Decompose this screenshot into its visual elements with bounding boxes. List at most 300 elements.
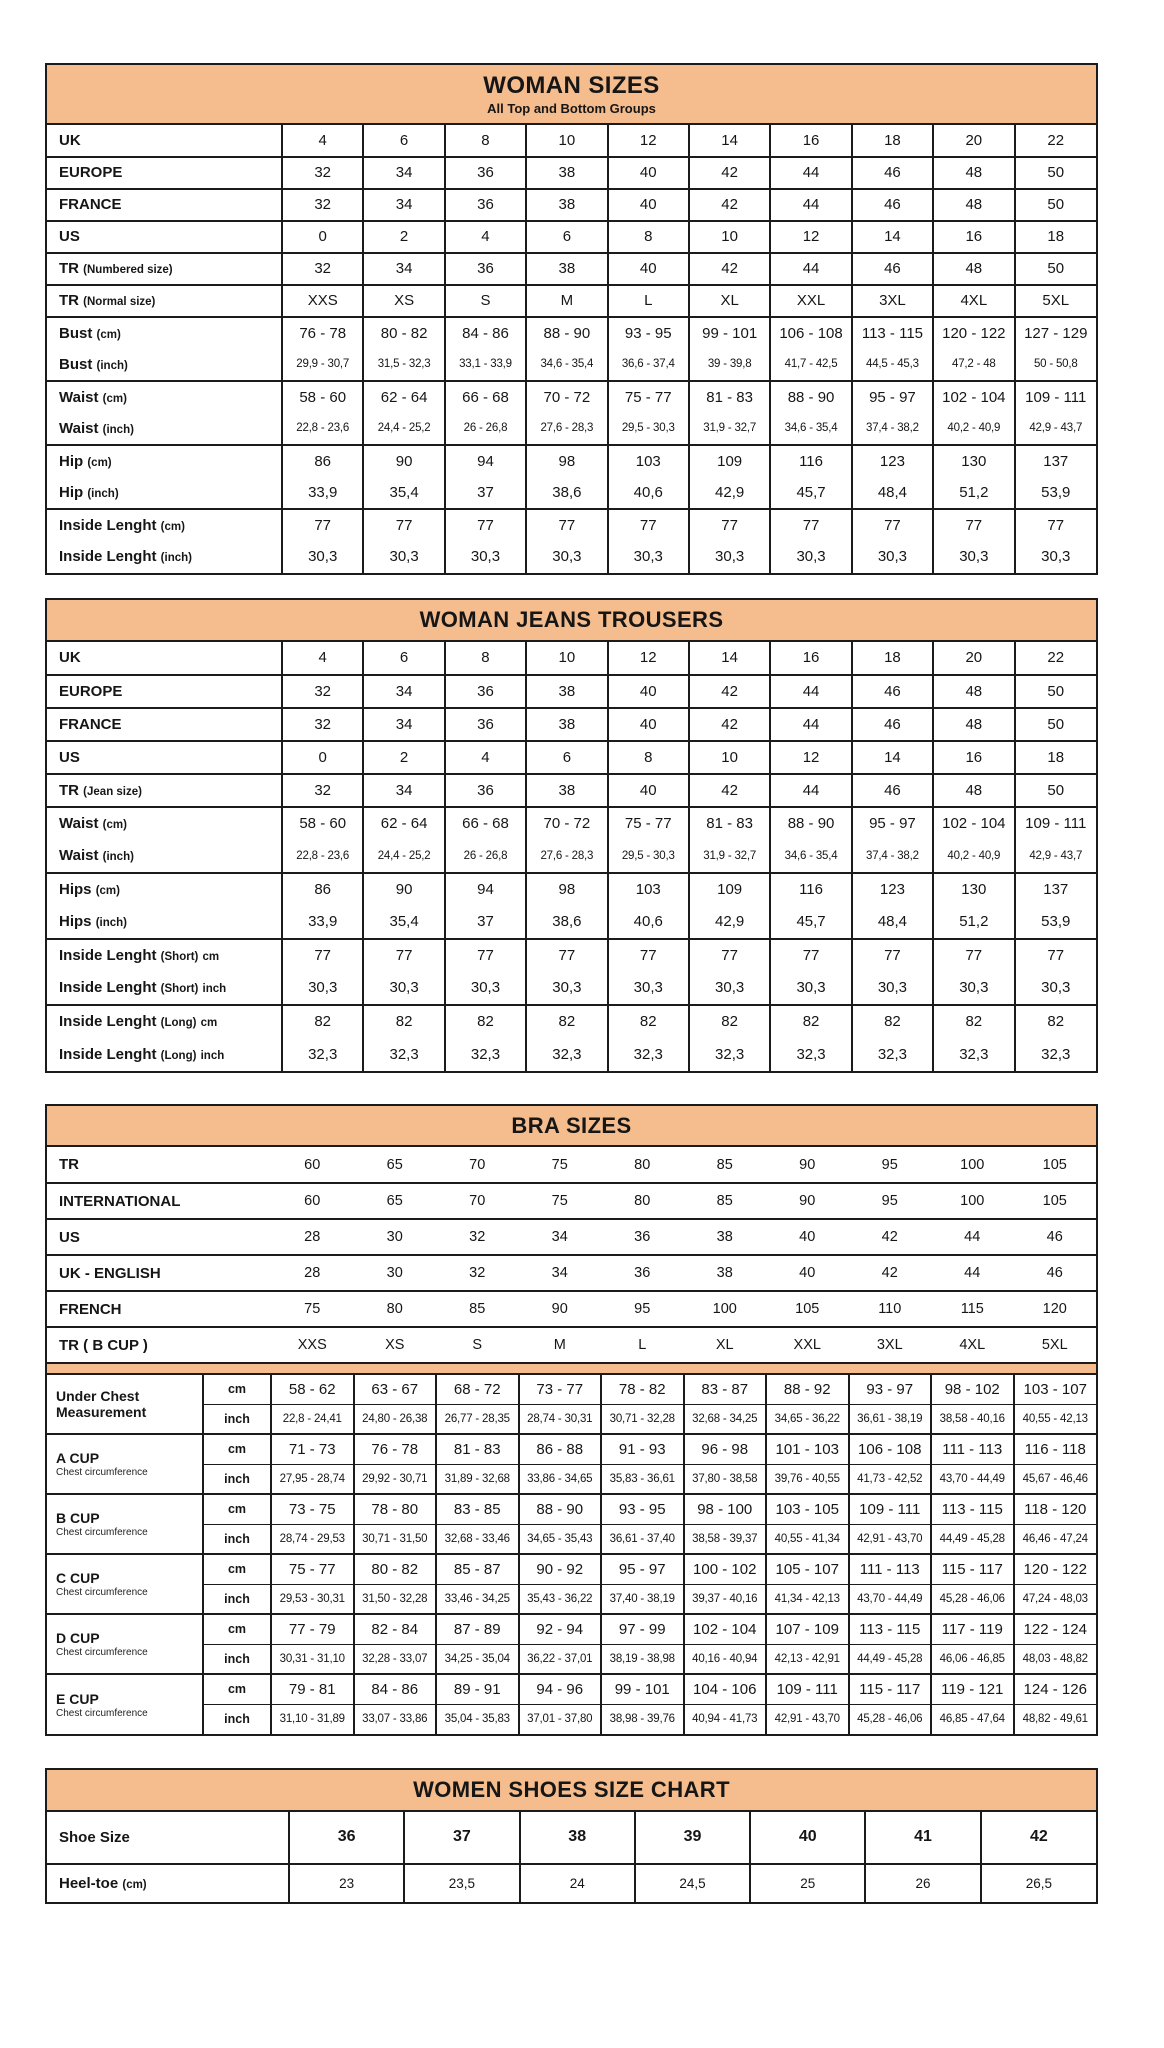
row-label-note: (inch) [160, 552, 192, 565]
cell-value: 122 - 124 [1014, 1614, 1097, 1644]
cell-value: 30,3 [1015, 972, 1096, 1005]
cell-value: 77 [445, 509, 526, 541]
cell-value: 44 [770, 774, 851, 807]
cell-value: 41,34 - 42,13 [766, 1584, 849, 1614]
cell-value: 26,5 [981, 1864, 1096, 1902]
cell-value: 44,5 - 45,3 [852, 349, 933, 381]
row-label [47, 445, 282, 477]
cell-value: 32,28 - 33,07 [354, 1644, 437, 1674]
cell-value: S [445, 285, 526, 317]
cell-value: 88 - 90 [770, 381, 851, 413]
table-row [47, 381, 1096, 413]
cell-value: 31,9 - 32,7 [689, 840, 770, 873]
cell-value: 46 [852, 253, 933, 285]
cell-value: 73 - 77 [519, 1374, 602, 1404]
cell-value: 63 - 67 [354, 1374, 437, 1404]
cell-value: 80 [634, 1193, 651, 1210]
cell-value: 44 [964, 1265, 981, 1282]
cell-value: 33,1 - 33,9 [445, 349, 526, 381]
row-label-text: Hip [59, 483, 84, 501]
row-label [47, 1434, 203, 1494]
cell-value: 30 [386, 1229, 403, 1246]
row-label-text: B CUP [56, 1510, 100, 1527]
cell-value: 30,3 [608, 541, 689, 573]
row-label-text: Waist [59, 419, 99, 437]
row-label-sub: Chest circumference [56, 1707, 148, 1719]
cell-value: 37,40 - 38,19 [601, 1584, 684, 1614]
cell-value: 42,9 - 43,7 [1015, 413, 1096, 445]
cell-value: 24,5 [635, 1864, 750, 1902]
cell-value: 48 [933, 157, 1014, 189]
cell-value: 8 [608, 741, 689, 774]
cell-value: 48,82 - 49,61 [1014, 1704, 1097, 1734]
cell-value: 24,4 - 25,2 [363, 840, 444, 873]
cell-value: 42,9 - 43,7 [1015, 840, 1096, 873]
cell-value: 22 [1015, 642, 1096, 675]
row-group [47, 1812, 1096, 1864]
cell-value: 99 - 101 [689, 317, 770, 349]
row-label-text: Waist [59, 815, 99, 832]
cell-value: 46 [852, 189, 933, 221]
cell-value: 44 [770, 708, 851, 741]
cell-value: 109 - 111 [1015, 807, 1096, 840]
cell-value: 36 [445, 157, 526, 189]
cell-value: XXS [297, 1337, 327, 1354]
row-label-suffix: cm [200, 1017, 218, 1029]
cell-value: 47,24 - 48,03 [1014, 1584, 1097, 1614]
table-row [47, 1038, 1096, 1071]
cell-value: 46 [852, 157, 933, 189]
cell-value: 46 [1046, 1265, 1063, 1282]
cell-value: 77 [933, 939, 1014, 972]
row-label-text: Inside Lenght [59, 548, 157, 566]
row-label-text: UK [59, 131, 81, 149]
cell-value: 77 - 79 [271, 1614, 354, 1644]
row-label-note: (Jean size) [83, 785, 142, 798]
row-label-text: Inside Lenght [59, 516, 157, 534]
row-group [47, 939, 1096, 1005]
row-group [47, 807, 1096, 873]
table-row [47, 1327, 1096, 1363]
cell-value: 8 [608, 221, 689, 253]
row-label-text: FRENCH [59, 1300, 122, 1318]
cell-value: 42,9 [689, 477, 770, 509]
row-group [47, 1147, 1096, 1183]
cell-value: 30,3 [282, 972, 363, 1005]
cell-value: 28,74 - 30,31 [519, 1404, 602, 1434]
cell-value: 47,2 - 48 [933, 349, 1014, 381]
cell-value: 78 - 82 [601, 1374, 684, 1404]
cell-value: 30,3 [608, 972, 689, 1005]
table-row [47, 125, 1096, 157]
cell-value: 16 [770, 125, 851, 157]
cell-value: 40,94 - 41,73 [684, 1704, 767, 1734]
cell-value: 82 [852, 1005, 933, 1038]
cell-value: 4 [445, 741, 526, 774]
cell-value: 45,28 - 46,06 [931, 1584, 1014, 1614]
cell-value: 48 [933, 675, 1014, 708]
row-label [47, 1038, 282, 1071]
cell-value: 34 [363, 253, 444, 285]
row-label-note: (Long) [160, 1017, 197, 1029]
jeans-trousers-grid [47, 642, 1096, 1071]
cell-value: 98 [526, 873, 607, 906]
cell-value: 123 [852, 873, 933, 906]
cell-value: 40,6 [608, 477, 689, 509]
cell-value: L [608, 285, 689, 317]
cell-value: 42,91 - 43,70 [849, 1524, 932, 1554]
cell-value: 31,50 - 32,28 [354, 1584, 437, 1614]
cell-value: 46 [852, 774, 933, 807]
cell-value: 73 - 75 [271, 1494, 354, 1524]
cell-value: 85 [716, 1156, 733, 1173]
table-title: BRA SIZES [511, 1112, 632, 1138]
cell-value: 82 [282, 1005, 363, 1038]
cell-value: 83 - 85 [436, 1494, 519, 1524]
cell-value: 103 - 105 [766, 1494, 849, 1524]
cell-value: 35,4 [363, 906, 444, 939]
cell-value: 102 - 104 [933, 381, 1014, 413]
cell-value: 81 - 83 [689, 381, 770, 413]
cell-value: 32 [282, 157, 363, 189]
cell-value: 53,9 [1015, 906, 1096, 939]
cell-value: 3XL [876, 1337, 903, 1354]
cell-value: 30,3 [770, 972, 851, 1005]
cell-value: 38 [526, 708, 607, 741]
cell-value: 84 - 86 [445, 317, 526, 349]
row-label-note: (inch) [102, 423, 134, 436]
cell-value: 40,55 - 41,34 [766, 1524, 849, 1554]
cell-value: 36 [634, 1229, 651, 1246]
cell-value: 79 - 81 [271, 1674, 354, 1704]
cell-value: 98 - 102 [931, 1374, 1014, 1404]
size-chart-sheet [45, 0, 1098, 1968]
cell-value: 38 [526, 253, 607, 285]
cell-value: 95 - 97 [852, 807, 933, 840]
cell-value: 105 [1042, 1193, 1067, 1210]
cell-value: 45,7 [770, 906, 851, 939]
cell-value: 37 [404, 1812, 519, 1864]
row-group [47, 774, 1096, 807]
row-label-text: US [59, 1228, 80, 1246]
row-group [47, 189, 1096, 221]
row-label [47, 708, 282, 741]
cell-value: 44,49 - 45,28 [931, 1524, 1014, 1554]
cell-value: 35,83 - 36,61 [601, 1464, 684, 1494]
cell-value: 101 - 103 [766, 1434, 849, 1464]
row-label [47, 1494, 203, 1554]
row-label-text: UK - ENGLISH [59, 1264, 161, 1282]
cell-value: 30,3 [852, 541, 933, 573]
cell-value: 4 [445, 221, 526, 253]
table-row [47, 1374, 1096, 1404]
cell-value: 26 [865, 1864, 980, 1902]
cell-value: 39 - 39,8 [689, 349, 770, 381]
cell-value: 77 [1015, 939, 1096, 972]
row-label-note: (Short) [160, 951, 199, 963]
cell-value: 32 [282, 708, 363, 741]
cell-value: 32 [282, 774, 363, 807]
row-label-text: Heel-toe [59, 1874, 119, 1892]
row-label-text: Inside Lenght [59, 947, 157, 964]
cell-value: 30,3 [445, 541, 526, 573]
shoes-size-grid [47, 1812, 1096, 1902]
cell-value: 18 [1015, 741, 1096, 774]
row-label [47, 1219, 271, 1255]
cell-value: 10 [526, 642, 607, 675]
table-row [47, 285, 1096, 317]
table-row [47, 1005, 1096, 1038]
row-group [47, 1434, 1096, 1494]
cell-value: 77 [282, 939, 363, 972]
row-group [47, 1183, 1096, 1219]
row-label-text: Hip [59, 452, 84, 470]
row-group [47, 285, 1096, 317]
cell-value: 109 [689, 445, 770, 477]
row-label-text: C CUP [56, 1570, 100, 1587]
cell-value: XXL [770, 285, 851, 317]
cell-value: 106 - 108 [849, 1434, 932, 1464]
table-row [47, 1584, 1096, 1614]
woman-sizes-table [45, 63, 1098, 575]
cell-value: 14 [689, 642, 770, 675]
table-row [47, 1494, 1096, 1524]
cell-value: 4XL [959, 1337, 986, 1354]
table-row [47, 445, 1096, 477]
cell-value: 82 [363, 1005, 444, 1038]
row-label-text: Under Chest Measurement [56, 1388, 147, 1421]
row-label-text: Hips [59, 913, 92, 930]
row-label [47, 1183, 271, 1219]
cell-value: 32,3 [770, 1038, 851, 1071]
cell-value: 48,4 [852, 906, 933, 939]
cell-value: 48 [933, 253, 1014, 285]
cell-value: 77 [282, 509, 363, 541]
cell-value: 42 [689, 774, 770, 807]
table-row [47, 1404, 1096, 1434]
cell-value: 75 - 77 [271, 1554, 354, 1584]
row-label-note: (inch) [95, 917, 127, 929]
table-row [47, 253, 1096, 285]
cell-value: 26,77 - 28,35 [436, 1404, 519, 1434]
table-row [47, 972, 1096, 1005]
cell-value: 77 [1015, 509, 1096, 541]
cell-value: 75 [551, 1156, 568, 1173]
row-label-note: (Long) [160, 1049, 197, 1062]
row-group [47, 741, 1096, 774]
cell-value: 34 [363, 189, 444, 221]
cell-value: 26 - 26,8 [445, 413, 526, 445]
table-subtitle: All Top and Bottom Groups [487, 100, 656, 116]
cell-value: 44 [770, 675, 851, 708]
cell-value: 40 [799, 1265, 816, 1282]
unit-label: cm [203, 1494, 271, 1524]
cell-value: 30,71 - 31,50 [354, 1524, 437, 1554]
table-row [47, 1864, 1096, 1902]
cell-value: 106 - 108 [770, 317, 851, 349]
row-group [47, 317, 1096, 381]
row-group [47, 1674, 1096, 1734]
cell-value: 2 [363, 741, 444, 774]
cell-value: 24,4 - 25,2 [363, 413, 444, 445]
cell-value: 113 - 115 [849, 1614, 932, 1644]
cell-value: 40 [750, 1812, 865, 1864]
row-group [47, 125, 1096, 157]
row-label [47, 413, 282, 445]
cell-value: 76 - 78 [354, 1434, 437, 1464]
cell-value: 88 - 90 [770, 807, 851, 840]
cell-value: 6 [363, 642, 444, 675]
cell-value: 77 [445, 939, 526, 972]
cell-value: 8 [445, 642, 526, 675]
cell-value: 137 [1015, 445, 1096, 477]
row-group [47, 445, 1096, 509]
cell-value: 116 - 118 [1014, 1434, 1097, 1464]
cell-value: 40,16 - 40,94 [684, 1644, 767, 1674]
table-row [47, 1704, 1096, 1734]
unit-label: cm [203, 1374, 271, 1404]
table-row [47, 1219, 1096, 1255]
cell-value: 30,3 [933, 972, 1014, 1005]
row-label-note: (cm) [102, 819, 127, 831]
jeans-trousers-header [47, 600, 1096, 642]
cell-value: XS [363, 285, 444, 317]
cell-value: 90 [551, 1301, 568, 1318]
cell-value: 38 [520, 1812, 635, 1864]
cell-value: 36 [445, 189, 526, 221]
cell-value: 30,3 [526, 541, 607, 573]
cell-value: 58 - 60 [282, 381, 363, 413]
cell-value: 75 - 77 [608, 381, 689, 413]
cell-value: 27,6 - 28,3 [526, 413, 607, 445]
cell-value: 120 - 122 [933, 317, 1014, 349]
cell-value: 32,68 - 34,25 [684, 1404, 767, 1434]
row-label [47, 840, 282, 873]
table-row [47, 642, 1096, 675]
cell-value: 29,9 - 30,7 [282, 349, 363, 381]
row-label [47, 939, 282, 972]
cell-value: 22,8 - 24,41 [271, 1404, 354, 1434]
cell-value: 39,76 - 40,55 [766, 1464, 849, 1494]
cell-value: 30,31 - 31,10 [271, 1644, 354, 1674]
cell-value: 39 [635, 1812, 750, 1864]
cell-value: XXS [282, 285, 363, 317]
table-title: WOMEN SHOES SIZE CHART [413, 1777, 730, 1803]
cell-value: 65 [386, 1193, 403, 1210]
unit-label: cm [203, 1434, 271, 1464]
cell-value: 38 [716, 1265, 733, 1282]
cell-value: 40 [799, 1229, 816, 1246]
cell-value: 34,6 - 35,4 [526, 349, 607, 381]
table-title: WOMAN JEANS TROUSERS [419, 606, 724, 632]
cell-value: 103 - 107 [1014, 1374, 1097, 1404]
cell-value: 5XL [1041, 1337, 1068, 1354]
cell-value: 50 [1015, 675, 1096, 708]
cell-value: 36,6 - 37,4 [608, 349, 689, 381]
cell-value: 65 [386, 1156, 403, 1173]
cell-value: 80 [386, 1301, 403, 1318]
row-label-text: Inside Lenght [59, 1013, 157, 1030]
cell-value: 3XL [852, 285, 933, 317]
table-row [47, 1812, 1096, 1864]
row-label-text: Bust [59, 355, 93, 373]
row-label [47, 1255, 271, 1291]
cell-value: 46,46 - 47,24 [1014, 1524, 1097, 1554]
cell-value: 109 - 111 [766, 1674, 849, 1704]
cell-value: 81 - 83 [689, 807, 770, 840]
cell-value: 82 [1015, 1005, 1096, 1038]
cell-value: 38,6 [526, 477, 607, 509]
cell-value: 40 [608, 708, 689, 741]
row-label [47, 807, 282, 840]
cell-value: 88 - 90 [519, 1494, 602, 1524]
cell-value: 42,13 - 42,91 [766, 1644, 849, 1674]
table-row [47, 1291, 1096, 1327]
cell-value: M [553, 1337, 566, 1354]
cell-value: 24 [520, 1864, 635, 1902]
row-group [47, 1005, 1096, 1071]
row-label-text: Inside Lenght [59, 979, 157, 996]
cell-value: 32,3 [933, 1038, 1014, 1071]
cell-value: 10 [526, 125, 607, 157]
cell-value: 68 - 72 [436, 1374, 519, 1404]
cell-value: 10 [689, 221, 770, 253]
cell-value: 28 [304, 1265, 321, 1282]
cell-value: 24,80 - 26,38 [354, 1404, 437, 1434]
cell-value: 32,3 [852, 1038, 933, 1071]
cell-value: 77 [852, 509, 933, 541]
cell-value: 98 - 100 [684, 1494, 767, 1524]
cell-value: 42 [689, 253, 770, 285]
cell-value: 4 [282, 642, 363, 675]
table-row [47, 157, 1096, 189]
row-label-sub: Chest circumference [56, 1527, 148, 1539]
row-label [47, 642, 282, 675]
cell-value: 113 - 115 [852, 317, 933, 349]
cell-value: 86 - 88 [519, 1434, 602, 1464]
cell-value: 87 - 89 [436, 1614, 519, 1644]
cell-value: 40 [608, 774, 689, 807]
cell-value: 119 - 121 [931, 1674, 1014, 1704]
cell-value: 30,3 [852, 972, 933, 1005]
cell-value: 50 [1015, 253, 1096, 285]
cell-value: 109 - 111 [1015, 381, 1096, 413]
cell-value: 137 [1015, 873, 1096, 906]
cell-value: 51,2 [933, 906, 1014, 939]
cell-value: 30,71 - 32,28 [601, 1404, 684, 1434]
cell-value: 82 [608, 1005, 689, 1038]
cell-value: 6 [363, 125, 444, 157]
cell-value: 94 [445, 445, 526, 477]
cell-value: 42,91 - 43,70 [766, 1704, 849, 1734]
row-label-note: (inch) [102, 851, 134, 863]
cell-value: L [638, 1337, 647, 1354]
cell-value: 88 - 92 [766, 1374, 849, 1404]
unit-label: inch [203, 1404, 271, 1434]
cell-value: 93 - 97 [849, 1374, 932, 1404]
cell-value: 88 - 90 [526, 317, 607, 349]
cell-value: 124 - 126 [1014, 1674, 1097, 1704]
cell-value: 98 [526, 445, 607, 477]
cell-value: 42,9 [689, 906, 770, 939]
cell-value: 38 [716, 1229, 733, 1246]
cell-value: 60 [304, 1156, 321, 1173]
table-row [47, 1614, 1096, 1644]
cell-value: 38 [526, 157, 607, 189]
row-label-text: Hips [59, 881, 92, 898]
cell-value: XS [385, 1337, 405, 1354]
row-label [47, 741, 282, 774]
